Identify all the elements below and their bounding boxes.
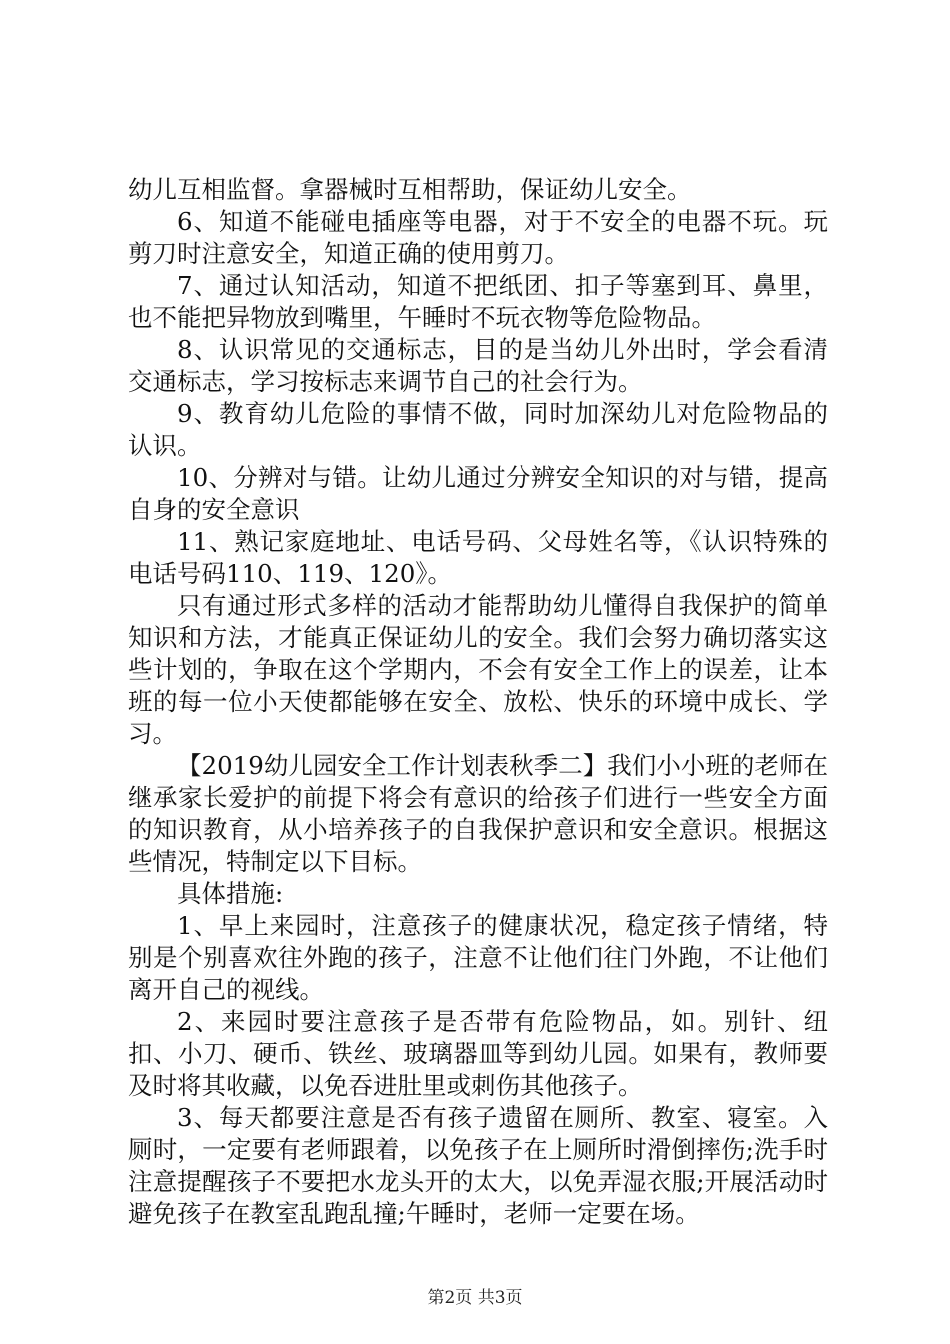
paragraph-1: 幼儿互相监督。拿器械时互相帮助，保证幼儿安全。 [128,175,692,204]
document-body [128,174,828,1230]
paragraph-12: 2、来园时要注意孩子是否带有危险物品，如。别针、纽扣、小刀、硬币、铁丝、玻璃器皿等到幼儿园。如果有，教师要及时将其收藏，以免吞进肚里或刺伤其他孩子。 [128,1007,828,1100]
paragraph-3: 7、通过认知活动，知道不把纸团、扣子等塞到耳、鼻里，也不能把异物放到嘴里，午睡时不玩衣物等危险物品。 [128,271,828,332]
paragraph-8: 只有通过形式多样的活动才能帮助幼儿懂得自我保护的简单知识和方法，才能真正保证幼儿的安全。我们会努力确切落实这些计划的，争取在这个学期内，不会有安全工作上的误差，让本班的每一位小天使都能够在安全、放松、快乐的环境中成长、学习。 [128,591,828,748]
paragraph-7: 11、熟记家庭地址、电话号码、父母姓名等，《认识特殊的电话号码110、119、120》。 [128,527,828,588]
paragraph-9: 【2019幼儿园安全工作计划表秋季二】我们小小班的老师在继承家长爱护的前提下将会有意识的给孩子们进行一些安全方面的知识教育，从小培养孩子的自我保护意识和安全意识。根据这些情况，特制定以下目标。 [128,751,828,876]
paragraph-4: 8、认识常见的交通标志，目的是当幼儿外出时，学会看清交通标志，学习按标志来调节自己的社会行为。 [128,335,828,396]
paragraph-5: 9、教育幼儿危险的事情不做，同时加深幼儿对危险物品的认识。 [128,399,828,460]
paragraph-10: 具体措施: [177,879,284,908]
paragraph-2: 6、知道不能碰电插座等电器，对于不安全的电器不玩。玩剪刀时注意安全，知道正确的使用剪刀。 [128,207,828,268]
page-footer: 第2页 共3页 [427,1288,523,1308]
paragraph-11: 1、早上来园时，注意孩子的健康状况，稳定孩子情绪，特别是个别喜欢往外跑的孩子，注意不让他们往门外跑，不让他们离开自己的视线。 [128,911,828,1004]
paragraph-6: 10、分辨对与错。让幼儿通过分辨安全知识的对与错，提高自身的安全意识 [128,463,828,524]
paragraph-13: 3、每天都要注意是否有孩子遗留在厕所、教室、寝室。入厕时，一定要有老师跟着，以免孩子在上厕所时滑倒摔伤;洗手时注意提醒孩子不要把水龙头开的太大，以免弄湿衣服;开展活动时避免孩子在教室乱跑乱撞;午睡时，老师一定要在场。 [128,1103,828,1228]
